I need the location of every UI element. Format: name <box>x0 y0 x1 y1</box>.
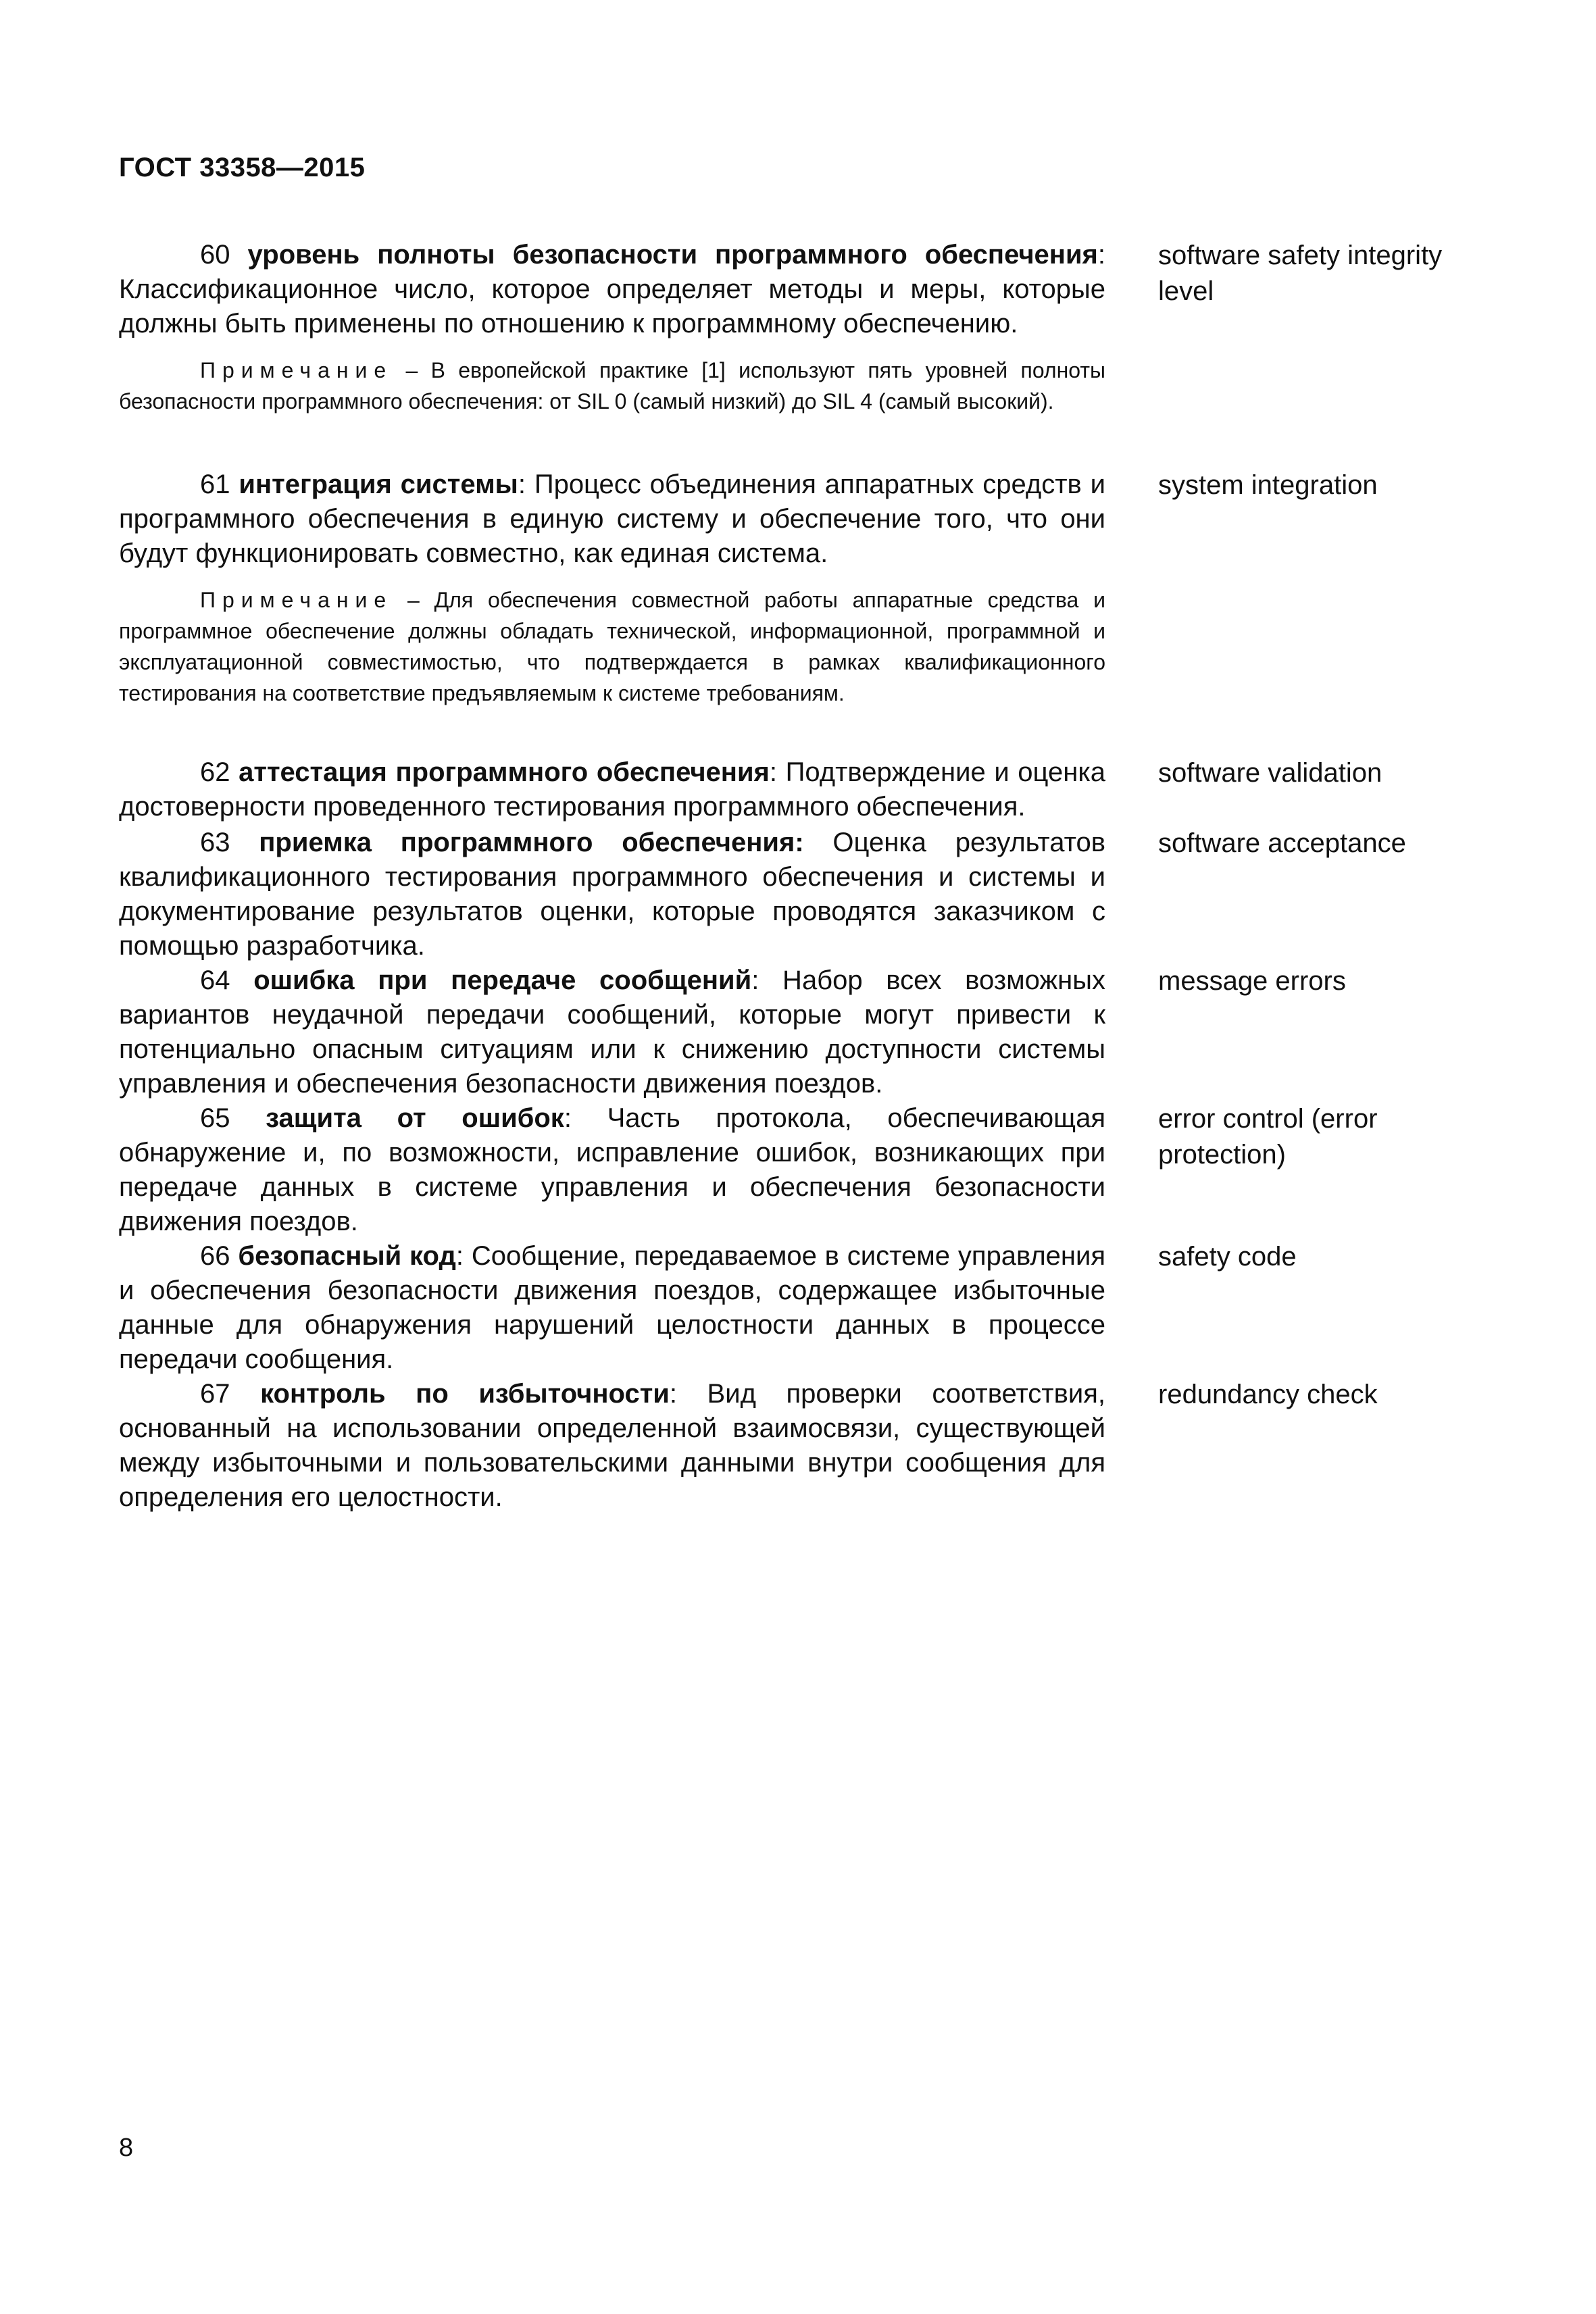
term-title: аттестация программного обеспечения <box>239 757 770 787</box>
term-paragraph <box>119 1101 1105 1239</box>
term-paragraph <box>119 963 1105 1101</box>
term-title: приемка программного обеспечения: <box>259 828 804 857</box>
term-separator: : <box>564 1103 572 1133</box>
term-body <box>119 1377 1105 1515</box>
term-paragraph <box>119 755 1105 824</box>
term-title: безопасный код <box>238 1241 456 1271</box>
page-number: 8 <box>119 2134 134 2162</box>
term-entry-60 <box>119 238 1555 417</box>
term-body <box>119 238 1105 417</box>
term-separator: : <box>751 965 759 995</box>
term-title: контроль по избыточности <box>260 1379 670 1409</box>
term-body <box>119 755 1105 824</box>
term-number: 65 <box>200 1103 230 1133</box>
term-definition: Классификационное число, которое определяет методы и меры, которые должны быть применены по отношению к программному обеспечению. <box>119 274 1105 338</box>
term-entry-64 <box>119 963 1555 1101</box>
term-entry-65 <box>119 1101 1555 1239</box>
term-note <box>119 355 1105 417</box>
term-note <box>119 584 1105 709</box>
term-number: 60 <box>200 240 230 270</box>
term-number: 61 <box>200 470 230 499</box>
document-code-header: ГОСТ 33358—2015 <box>119 153 366 182</box>
term-paragraph <box>119 238 1105 341</box>
term-body <box>119 963 1105 1101</box>
term-definition: Часть протокола, обеспечивающая обнаружение и, по возможности, исправление ошибок, возникающих при передаче данных в системе управления и обеспечения безопасности движения поездов. <box>119 1103 1105 1236</box>
term-separator: : <box>518 470 526 499</box>
term-entry-63 <box>119 826 1555 963</box>
term-english-equivalent: software acceptance <box>1158 828 1406 858</box>
term-english-equivalent: software validation <box>1158 758 1382 788</box>
term-definition: Набор всех возможных вариантов неудачной передачи сообщений, которые могут привести к потенциально опасным ситуациям или к снижению доступности системы управления и обеспечения безопасности движения поездов. <box>119 965 1105 1099</box>
term-paragraph <box>119 1377 1105 1515</box>
term-english-equivalent: error control (error protection) <box>1158 1104 1378 1169</box>
term-title: уровень полноты безопасности программного обеспечения <box>247 240 1098 270</box>
term-number: 67 <box>200 1379 230 1409</box>
term-number: 66 <box>200 1241 230 1271</box>
note-text: – Для обеспечения совместной работы аппаратные средства и программное обеспечение должны обладать технической, информационной, программной и эксплуатационной совместимостью, что подтверждается в рамках квалификационного тестирования на соответствие предъявляемым к системе требованиям. <box>119 588 1105 705</box>
term-body <box>119 1101 1105 1239</box>
note-text: – В европейской практике [1] используют пять уровней полноты безопасности программного обеспечения: от SIL 0 (самый низкий) до SIL 4 (самый высокий). <box>119 358 1105 413</box>
term-english-equivalent: system integration <box>1158 470 1378 500</box>
term-english-equivalent: redundancy check <box>1158 1380 1378 1409</box>
term-body <box>119 1239 1105 1377</box>
term-entry-61 <box>119 468 1555 709</box>
term-paragraph <box>119 1239 1105 1377</box>
term-title: интеграция системы <box>239 470 518 499</box>
term-english-equivalent: software safety integrity level <box>1158 241 1443 306</box>
term-number: 62 <box>200 757 230 787</box>
term-entry-67 <box>119 1377 1555 1515</box>
term-english-equivalent: message errors <box>1158 966 1346 996</box>
term-english-equivalent: safety code <box>1158 1242 1297 1272</box>
term-entry-66 <box>119 1239 1555 1377</box>
term-definition: Процесс объединения аппаратных средств и программного обеспечения в единую систему и обеспечение того, что они будут функционировать совместно, как единая система. <box>119 470 1105 568</box>
term-entry-62 <box>119 755 1555 824</box>
note-label: Примечание <box>200 588 393 612</box>
term-number: 64 <box>200 965 230 995</box>
term-body <box>119 468 1105 709</box>
term-title: защита от ошибок <box>266 1103 564 1133</box>
term-separator: : <box>455 1241 464 1271</box>
term-title: ошибка при передаче сообщений <box>253 965 752 995</box>
term-separator: : <box>769 757 778 787</box>
term-paragraph <box>119 826 1105 963</box>
term-definition: Вид проверки соответствия, основанный на использовании определенной взаимосвязи, существующей между избыточными и пользовательскими данными внутри сообщения для определения его целостности. <box>119 1379 1105 1512</box>
term-number: 63 <box>200 828 230 857</box>
term-body <box>119 826 1105 963</box>
term-separator: : <box>1097 240 1105 270</box>
term-definition: Оценка результатов квалификационного тестирования программного обеспечения и системы и документирование результатов оценки, которые проводятся заказчиком с помощью разработчика. <box>119 828 1105 961</box>
term-paragraph <box>119 468 1105 571</box>
term-separator: : <box>669 1379 677 1409</box>
term-definition: Подтверждение и оценка достоверности проведенного тестирования программного обеспечения. <box>119 757 1105 822</box>
note-label: Примечание <box>200 358 393 382</box>
term-definition: Сообщение, передаваемое в системе управления и обеспечения безопасности движения поездов, содержащее избыточные данные для обнаружения нарушений целостности данных в процессе передачи сообщения. <box>119 1241 1105 1374</box>
